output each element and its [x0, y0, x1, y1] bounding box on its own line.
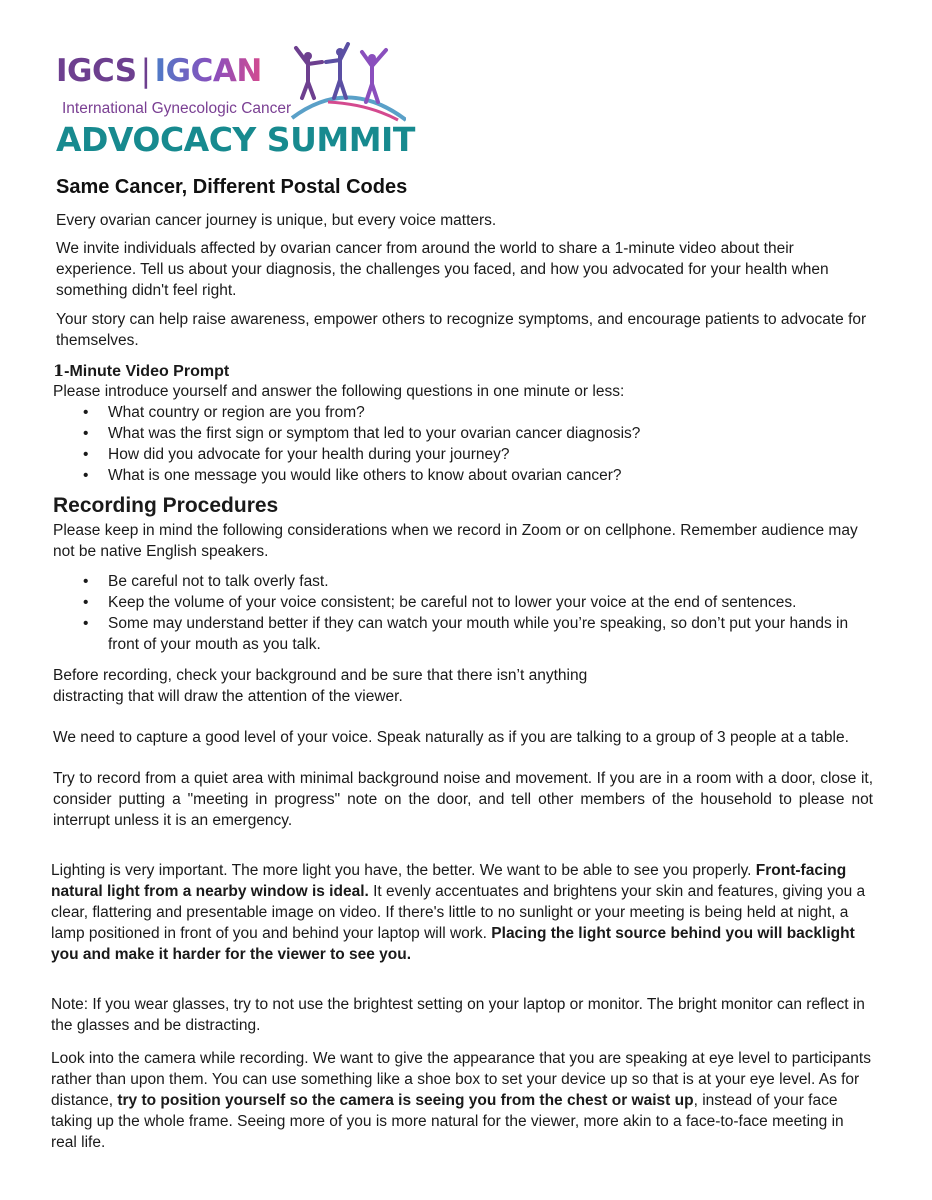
glasses-note-paragraph: Note: If you wear glasses, try to not use the brightest setting on your laptop or monitor. The bright monitor can reflect in the glasses and be distracting.	[51, 996, 865, 1034]
summit-logo	[56, 42, 415, 162]
brand-igcs: IGCS	[56, 53, 137, 89]
intro-paragraph: Every ovarian cancer journey is unique, but every voice matters.	[56, 212, 497, 229]
raised-arms-figures-icon	[288, 42, 406, 122]
logo-subtitle: International Gynecologic Cancer	[62, 100, 292, 117]
document-body	[53, 172, 873, 1173]
brand-separator: |	[140, 53, 151, 89]
list-item: • Some may understand better if they can watch your mouth while you’re speaking, so don’t put your hands in front of your mouth as you talk.	[108, 613, 873, 655]
voice-paragraph: We need to capture a good level of your voice. Speak naturally as if you are talking to a group of 3 people at a table.	[53, 729, 849, 746]
quiet-area-paragraph: Try to record from a quiet area with minimal background noise and movement. If you are in a room with a door, close it, consider putting a "meeting in progress" note on the door, and tell other members of the household to please not interrupt unless it is an emergency.	[53, 770, 873, 829]
list-item: • What country or region are you from?	[108, 402, 873, 423]
list-item: • What was the first sign or symptom that led to your ovarian cancer diagnosis?	[108, 423, 873, 444]
camera-paragraph: Look into the camera while recording. We want to give the appearance that you are speaking at eye level to participants rather than upon them. You can use something like a shoe box to set your device up so that is at your eye level. As for distance, try to position yourself so the camera is seeing you from the chest or waist up, instead of your face taking up the whole frame. Seeing more of you is more natural for the viewer, more akin to a face-to-face meeting in real life.	[51, 1050, 871, 1151]
logo-summit-title: ADVOCACY SUMMIT	[56, 120, 415, 159]
brand-igcan: IGCAN	[154, 53, 262, 89]
recording-heading: Recording Procedures	[53, 494, 279, 517]
list-item: • Keep the volume of your voice consistent; be careful not to lower your voice at the end of sentences.	[108, 592, 873, 613]
intro-paragraph: We invite individuals affected by ovarian cancer from around the world to share a 1-minute video about their experience. Tell us about your diagnosis, the challenges you faced, and how you advocated for your health when something didn't feel right.	[56, 240, 829, 299]
prompt-heading: 1-Minute Video Prompt	[53, 361, 230, 380]
lighting-paragraph: Lighting is very important. The more light you have, the better. We want to be able to see you properly. Front-facing natural light from a nearby window is ideal. It evenly accentuates and brightens your skin and features, giving you a clear, flattering and presentable image on video. If there's little to no sunlight or your meeting is being held at night, a lamp positioned in front of you and behind your laptop will work. Placing the light source behind you will backlight you and make it harder for the viewer to see you.	[51, 862, 866, 963]
background-paragraph: Before recording, check your background and be sure that there isn’t anything distracting that will draw the attention of the viewer.	[53, 667, 588, 705]
intro-paragraph: Your story can help raise awareness, empower others to recognize symptoms, and encourage patients to advocate for themselves.	[56, 311, 867, 349]
page-title: Same Cancer, Different Postal Codes	[56, 176, 408, 198]
brand-wordmark	[56, 54, 262, 88]
recording-tip-list	[53, 571, 873, 655]
list-item: • Be careful not to talk overly fast.	[108, 571, 873, 592]
prompt-intro: Please introduce yourself and answer the following questions in one minute or less:	[53, 383, 625, 400]
prompt-question-list	[53, 402, 873, 486]
list-item: • How did you advocate for your health during your journey?	[108, 444, 873, 465]
list-item: • What is one message you would like others to know about ovarian cancer?	[108, 465, 873, 486]
recording-intro: Please keep in mind the following considerations when we record in Zoom or on cellphone. Remember audience may not be native English speakers.	[53, 522, 858, 560]
